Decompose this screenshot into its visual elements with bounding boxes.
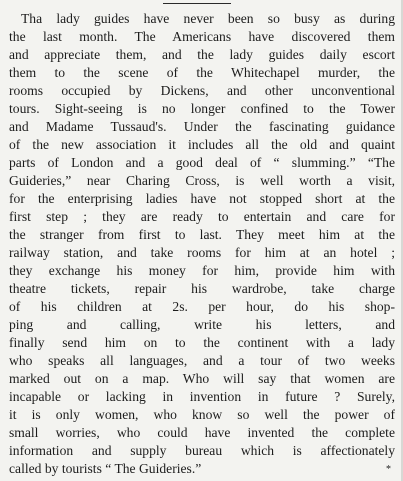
article-body [9,10,395,478]
article-line: information and supply bureau which is affectionately [9,443,395,458]
article-line: and Madame Tussaud's. Under the fascinating guidance [9,119,395,134]
article-line: ping and calling, write his letters, and [9,317,395,332]
article-line: the last month. The Americans have discovered them [9,29,395,44]
article-line: incapable or lacking in invention in future ? Surely, [9,389,395,404]
article-line: railway station, and take rooms for him at an hotel ; [9,245,395,260]
article-line: they exchange his money for him, provide him with [9,263,395,278]
article-line: of his children at 2s. per hour, do his shop- [9,299,395,314]
article-line: Guideries,” near Charing Cross, is well worth a visit, [9,173,395,188]
article-line: marked out on a map. Who will say that women are [9,371,395,386]
article-line: the stranger from first to last. They meet him at the [9,227,395,242]
end-mark: * [386,464,391,475]
article-line: small worries, who could have invented the complete [9,425,395,440]
article-line: them to the scene of the Whitechapel murder, the [9,65,395,80]
article-line: of the new association it includes all the old and quaint [9,137,395,152]
top-divider-rule [163,3,231,4]
article-line: rooms occupied by Dickens, and other unconventional [9,83,395,98]
article-line: theatre tickets, repair his wardrobe, take charge [9,281,395,296]
article-line: tours. Sight-seeing is no longer confined to the Tower [9,101,395,116]
article-line: first step ; they are ready to entertain and care for [9,209,395,224]
article-line: called by tourists “ The Guideries.” [9,461,202,476]
article-line: parts of London and a good deal of “ slumming.” “The [9,155,395,170]
article-line: Tha lady guides have never been so busy as during [21,11,395,26]
article-line: for the enterprising ladies have not stopped short at the [9,191,395,206]
article-line: who speaks all languages, and a tour of two weeks [9,353,395,368]
article-line: it is only women, who know so well the power of [9,407,395,422]
article-line: and appreciate them, and the lady guides daily escort [9,47,395,62]
article-line: finally send him on to the continent with a lady [9,335,395,350]
